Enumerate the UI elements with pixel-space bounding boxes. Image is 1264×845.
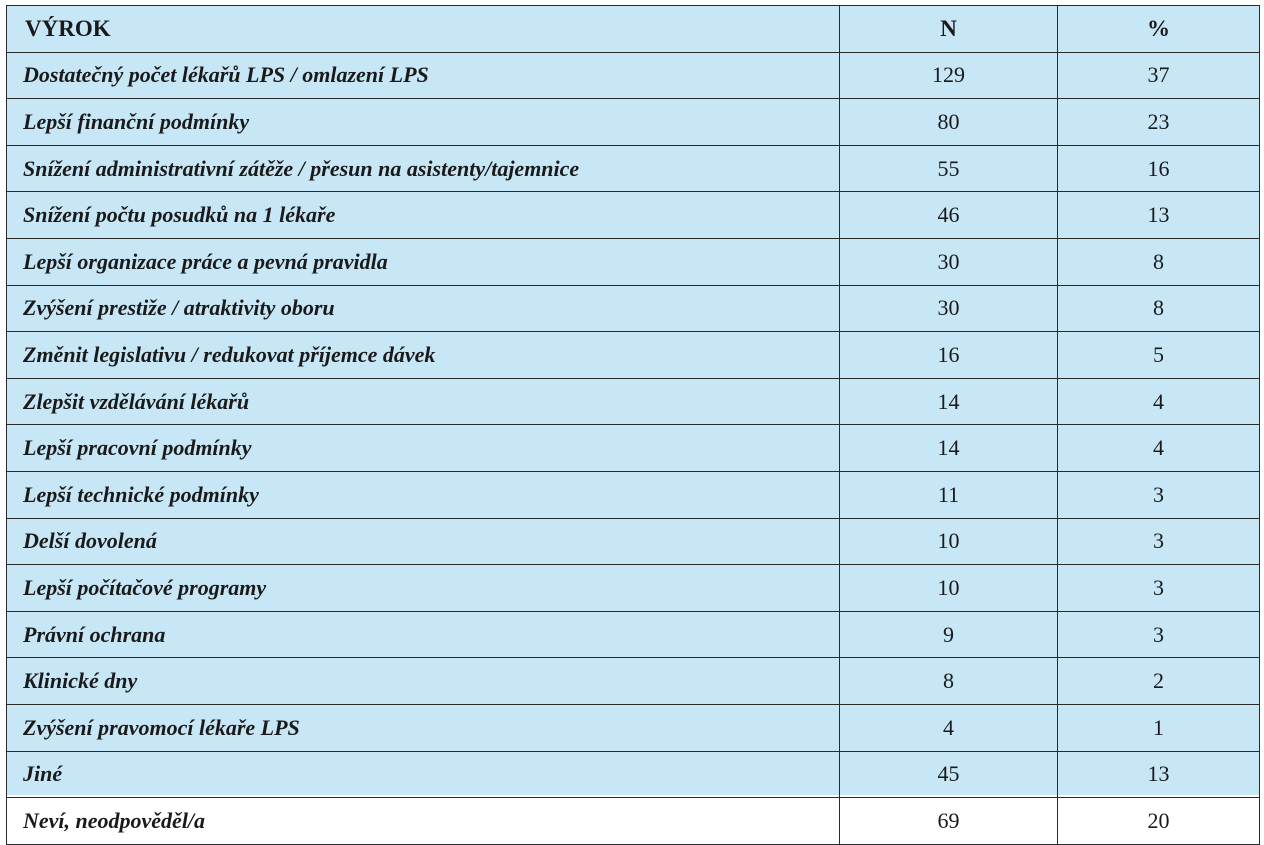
row-statement: Lepší počítačové programy: [7, 565, 840, 612]
row-percent: 4: [1058, 425, 1260, 472]
survey-table: [6, 5, 1260, 845]
table-row: [7, 798, 1260, 845]
row-percent: 3: [1058, 471, 1260, 518]
table-row: [7, 565, 1260, 612]
header-percent: %: [1058, 6, 1260, 53]
table-row: [7, 704, 1260, 751]
row-percent: 8: [1058, 285, 1260, 332]
row-percent: 3: [1058, 518, 1260, 565]
row-statement: Lepší technické podmínky: [7, 471, 840, 518]
row-statement: Právní ochrana: [7, 611, 840, 658]
table-row: [7, 378, 1260, 425]
row-percent: 23: [1058, 99, 1260, 146]
table-container: [6, 5, 1259, 833]
table-row: [7, 611, 1260, 658]
row-percent: 2: [1058, 658, 1260, 705]
row-statement: Neví, neodpověděl/a: [7, 798, 840, 845]
table-row: [7, 332, 1260, 379]
row-percent: 13: [1058, 192, 1260, 239]
row-count: 80: [840, 99, 1058, 146]
row-percent: 20: [1058, 798, 1260, 845]
table-row: [7, 145, 1260, 192]
row-count: 14: [840, 425, 1058, 472]
row-percent: 13: [1058, 751, 1260, 798]
row-count: 9: [840, 611, 1058, 658]
row-count: 30: [840, 285, 1058, 332]
row-percent: 3: [1058, 565, 1260, 612]
row-count: 4: [840, 704, 1058, 751]
row-statement: Delší dovolená: [7, 518, 840, 565]
row-percent: 8: [1058, 238, 1260, 285]
row-percent: 16: [1058, 145, 1260, 192]
table-row: [7, 238, 1260, 285]
row-count: 10: [840, 565, 1058, 612]
header-statement: VÝROK: [7, 6, 840, 53]
row-percent: 4: [1058, 378, 1260, 425]
row-statement: Zvýšení prestiže / atraktivity oboru: [7, 285, 840, 332]
row-percent: 37: [1058, 52, 1260, 99]
row-statement: Změnit legislativu / redukovat příjemce dávek: [7, 332, 840, 379]
table-row: [7, 471, 1260, 518]
row-count: 45: [840, 751, 1058, 798]
row-count: 14: [840, 378, 1058, 425]
row-percent: 5: [1058, 332, 1260, 379]
row-statement: Lepší pracovní podmínky: [7, 425, 840, 472]
row-statement: Zvýšení pravomocí lékaře LPS: [7, 704, 840, 751]
row-statement: Lepší finanční podmínky: [7, 99, 840, 146]
table-row: [7, 52, 1260, 99]
row-statement: Dostatečný počet lékařů LPS / omlazení LPS: [7, 52, 840, 99]
row-count: 10: [840, 518, 1058, 565]
row-statement: Snížení počtu posudků na 1 lékaře: [7, 192, 840, 239]
table-row: [7, 518, 1260, 565]
row-count: 16: [840, 332, 1058, 379]
row-percent: 1: [1058, 704, 1260, 751]
row-count: 129: [840, 52, 1058, 99]
row-statement: Zlepšit vzdělávání lékařů: [7, 378, 840, 425]
table-row: [7, 425, 1260, 472]
row-percent: 3: [1058, 611, 1260, 658]
row-count: 69: [840, 798, 1058, 845]
table-row: [7, 192, 1260, 239]
row-statement: Jiné: [7, 751, 840, 798]
row-count: 55: [840, 145, 1058, 192]
table-body: [7, 52, 1260, 844]
header-row: [7, 6, 1260, 53]
row-count: 46: [840, 192, 1058, 239]
row-count: 30: [840, 238, 1058, 285]
table-row: [7, 99, 1260, 146]
row-statement: Snížení administrativní zátěže / přesun na asistenty/tajemnice: [7, 145, 840, 192]
row-statement: Klinické dny: [7, 658, 840, 705]
table-row: [7, 285, 1260, 332]
table-row: [7, 658, 1260, 705]
row-statement: Lepší organizace práce a pevná pravidla: [7, 238, 840, 285]
row-count: 11: [840, 471, 1058, 518]
row-count: 8: [840, 658, 1058, 705]
table-row: [7, 751, 1260, 798]
header-count: N: [840, 6, 1058, 53]
